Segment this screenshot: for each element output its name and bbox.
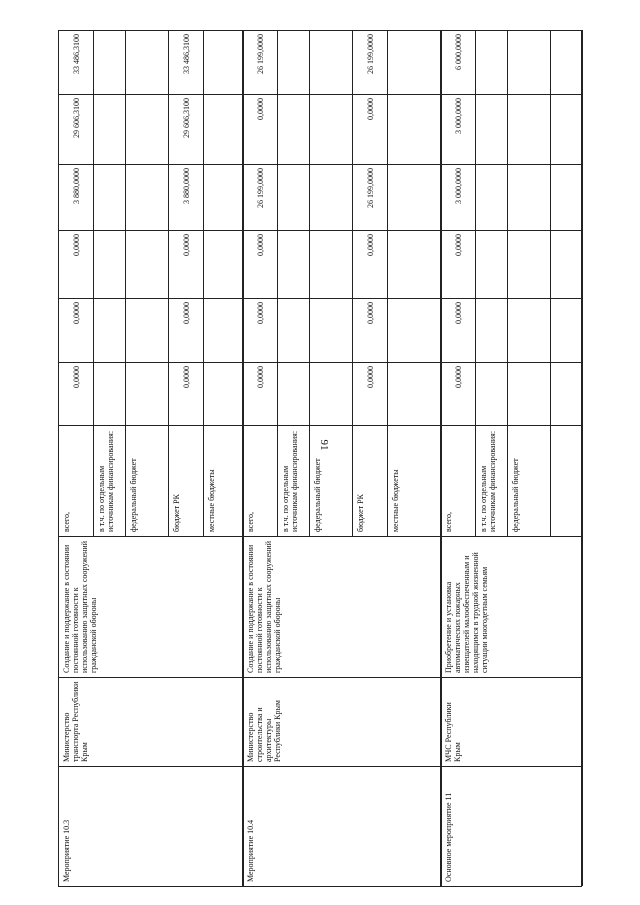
event-cell-text: Мероприятие 10.3	[62, 819, 71, 882]
event-cell-text: Основное мероприятие 11	[444, 792, 453, 882]
amount-cell-text: 0,0000	[181, 302, 191, 324]
table-border	[58, 886, 582, 887]
amount-cell	[168, 230, 203, 298]
amount-cell	[168, 30, 203, 94]
funding-source-cell	[242, 425, 277, 536]
description-cell	[440, 536, 582, 677]
funding-source-cell	[507, 425, 550, 536]
amount-cell-text: 6 000,0000	[453, 34, 463, 70]
amount-cell	[352, 298, 387, 362]
funding-source-cell	[475, 425, 507, 536]
amount-cell-text: 26 199,0000	[365, 168, 375, 208]
amount-cell	[440, 164, 475, 230]
amount-cell-text: 26 199,0000	[255, 34, 265, 74]
amount-cell	[242, 362, 277, 425]
funding-source-cell	[352, 425, 387, 536]
funding-source-cell-text: в т.ч. по отдельным источникам финансирования:	[97, 430, 115, 532]
amount-cell-text: 0,0000	[453, 234, 463, 256]
amount-cell	[168, 94, 203, 164]
amount-cell-text: 0,0000	[453, 302, 463, 324]
funding-source-cell	[93, 425, 125, 536]
executor-cell	[242, 677, 440, 766]
column-separator	[58, 164, 582, 165]
budget-table	[58, 30, 582, 886]
description-cell-text: Создание и поддержание в состоянии постоянной готовности к использованию защитных сооружений гражданской обороны	[62, 541, 98, 673]
amount-cell-text: 0,0000	[71, 302, 81, 324]
amount-cell-text: 26 199,0000	[365, 34, 375, 74]
amount-cell	[242, 164, 277, 230]
amount-cell-text: 0,0000	[365, 302, 375, 324]
funding-source-cell	[203, 425, 242, 536]
funding-source-cell-text: федеральный бюджет	[129, 458, 138, 532]
funding-source-cell-text: местные бюджеты	[391, 469, 400, 532]
column-separator	[58, 298, 582, 299]
amount-cell-text: 33 486,3100	[181, 34, 191, 74]
amount-cell-text: 3 000,0000	[453, 98, 463, 134]
executor-cell	[58, 677, 242, 766]
amount-cell-text: 3 000,0000	[453, 168, 463, 204]
description-cell-text: Приобретение и установка автоматических пожарных извещателей малообеспеченным и находящимся в трудной жизненной ситуации многодетным семьям	[444, 552, 489, 673]
funding-source-cell-text: бюджет РК	[356, 494, 365, 532]
amount-cell	[58, 298, 93, 362]
amount-cell-text: 0,0000	[365, 98, 375, 120]
column-separator	[58, 362, 582, 363]
funding-source-cell-text: федеральный бюджет	[511, 458, 520, 532]
amount-cell	[440, 362, 475, 425]
subrow-separator	[550, 30, 551, 536]
event-cell-text: Мероприятие 10.4	[246, 819, 255, 882]
amount-cell	[352, 230, 387, 298]
amount-cell	[168, 164, 203, 230]
amount-cell-text: 0,0000	[365, 234, 375, 256]
description-cell	[58, 536, 242, 677]
amount-cell	[440, 30, 475, 94]
executor-cell-text: Министерство транспорта Республики Крым	[62, 681, 89, 762]
amount-cell-text: 0,0000	[255, 234, 265, 256]
funding-source-cell	[168, 425, 203, 536]
funding-source-cell-text: всего,	[444, 511, 453, 532]
amount-cell-text: 0,0000	[255, 366, 265, 388]
event-cell	[242, 766, 440, 886]
event-cell	[440, 766, 582, 886]
funding-source-cell	[387, 425, 426, 536]
amount-cell-text: 0,0000	[255, 98, 265, 120]
amount-cell	[440, 298, 475, 362]
amount-cell-text: 3 880,0000	[181, 168, 191, 204]
event-cell	[58, 766, 242, 886]
amount-cell-text: 3 880,0000	[71, 168, 81, 204]
funding-source-cell	[440, 425, 475, 536]
funding-source-cell	[309, 425, 352, 536]
funding-source-cell-text: федеральный бюджет	[313, 458, 322, 532]
funding-source-cell-text: в т.ч. по отдельным источникам финансирования:	[281, 430, 299, 532]
amount-cell	[242, 30, 277, 94]
amount-cell-text: 29 606,3100	[181, 98, 191, 138]
table-border	[58, 30, 582, 31]
amount-cell-text: 33 486,3100	[71, 34, 81, 74]
description-cell-text: Создание и поддержание в состоянии постоянной готовности к использованию защитных сооружений гражданской обороны	[246, 541, 282, 673]
amount-cell	[168, 362, 203, 425]
amount-cell-text: 0,0000	[453, 366, 463, 388]
amount-cell	[352, 30, 387, 94]
executor-cell-text: МЧС Республики Крым	[444, 702, 462, 762]
amount-cell-text: 0,0000	[181, 366, 191, 388]
amount-cell	[352, 362, 387, 425]
amount-cell	[242, 230, 277, 298]
page-number: 91	[318, 439, 330, 451]
amount-cell	[168, 298, 203, 362]
amount-cell	[58, 94, 93, 164]
funding-source-cell	[58, 425, 93, 536]
amount-cell-text: 0,0000	[181, 234, 191, 256]
amount-cell-text: 26 199,0000	[255, 168, 265, 208]
funding-source-cell-text: местные бюджеты	[207, 469, 216, 532]
amount-cell-text: 0,0000	[71, 234, 81, 256]
funding-source-cell-text: всего,	[246, 511, 255, 532]
amount-cell	[242, 94, 277, 164]
amount-cell	[440, 94, 475, 164]
column-separator	[58, 230, 582, 231]
executor-cell-text: Министерство строительства и архитектуры Республики Крым	[246, 700, 282, 762]
funding-source-cell-text: в т.ч. по отдельным источникам финансирования:	[479, 430, 497, 532]
funding-source-cell	[277, 425, 309, 536]
amount-cell-text: 29 606,3100	[71, 98, 81, 138]
amount-cell	[58, 30, 93, 94]
amount-cell-text: 0,0000	[71, 366, 81, 388]
amount-cell-text: 0,0000	[255, 302, 265, 324]
amount-cell	[58, 362, 93, 425]
amount-cell	[352, 164, 387, 230]
amount-cell	[352, 94, 387, 164]
amount-cell	[58, 230, 93, 298]
amount-cell-text: 0,0000	[365, 366, 375, 388]
funding-source-cell-text: всего,	[62, 511, 71, 532]
funding-source-cell	[125, 425, 168, 536]
executor-cell	[440, 677, 582, 766]
description-cell	[242, 536, 440, 677]
column-separator	[58, 94, 582, 95]
amount-cell	[440, 230, 475, 298]
amount-cell	[58, 164, 93, 230]
funding-source-cell-text: бюджет РК	[172, 494, 181, 532]
amount-cell	[242, 298, 277, 362]
